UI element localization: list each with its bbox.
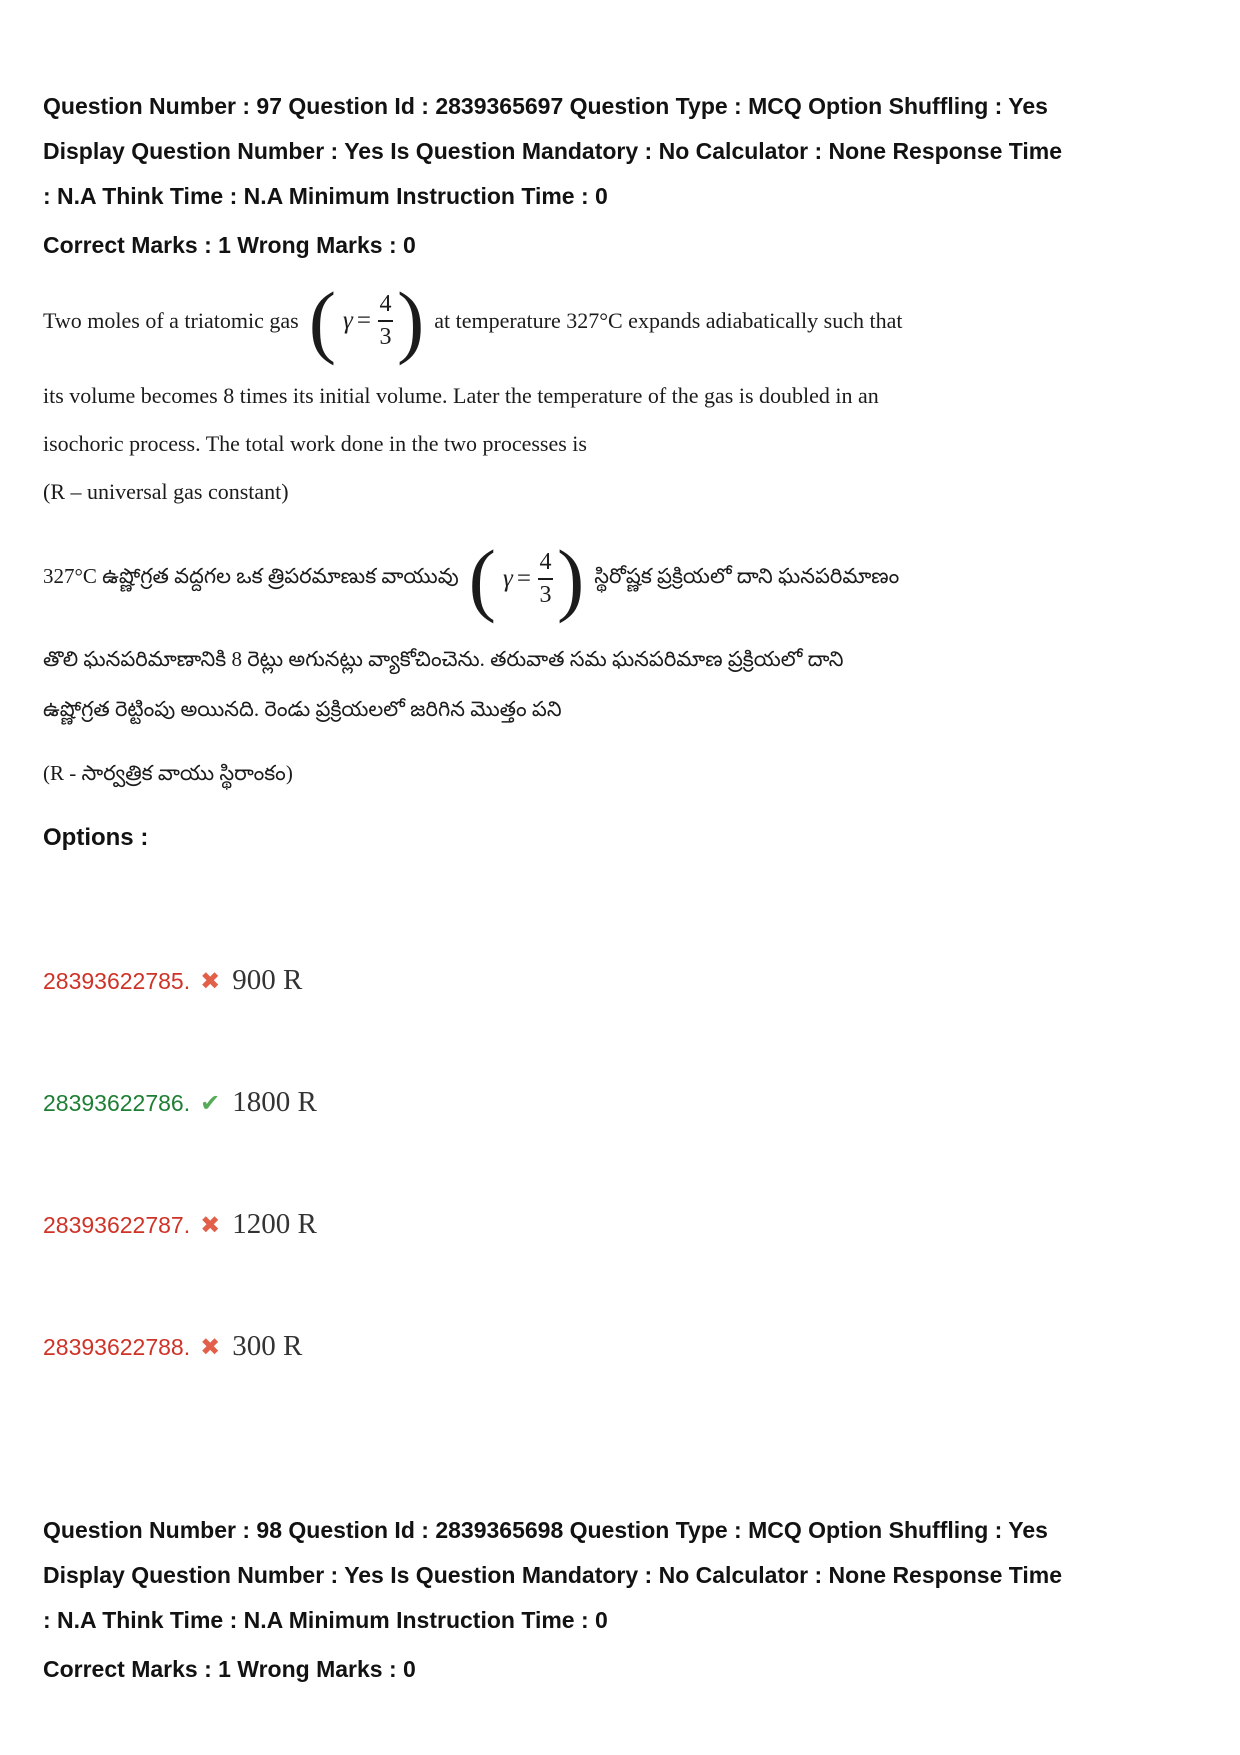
question-97-english-line-4: (R – universal gas constant) — [43, 479, 289, 504]
option-row-3 — [43, 1208, 1200, 1258]
option-row-2 — [43, 1086, 1200, 1136]
left-parenthesis: ( — [468, 533, 496, 625]
gamma-symbol: γ — [502, 564, 513, 592]
option-id: 28393622786. — [43, 1090, 191, 1116]
option-id: 28393622788. — [43, 1334, 191, 1360]
fraction-bar — [538, 578, 553, 580]
option-id: 28393622787. — [43, 1212, 191, 1238]
fraction-numerator: 4 — [539, 548, 552, 575]
fraction-four-thirds — [538, 550, 553, 608]
option-value: 1800 R — [232, 1086, 317, 1118]
right-parenthesis: ) — [556, 533, 585, 625]
metadata-line-2: Display Question Number : Yes Is Question Mandatory : No Calculator : None Response Time — [43, 138, 1063, 164]
option-value: 1200 R — [232, 1208, 317, 1240]
option-row-4 — [43, 1330, 1200, 1380]
question-97-metadata — [43, 84, 1200, 219]
gamma-symbol: γ — [343, 306, 353, 334]
fraction-four-thirds — [378, 292, 393, 350]
wrong-cross-icon: ✖ — [200, 968, 221, 995]
question-97-block — [43, 84, 1200, 1380]
question-97-telugu-line-1 — [43, 524, 1200, 634]
fraction-denominator: 3 — [379, 323, 392, 350]
metadata-line-3: : N.A Think Time : N.A Minimum Instruction Time : 0 — [43, 183, 608, 209]
question-97-english-line-2: its volume becomes 8 times its initial volume. Later the temperature of the gas is doubled in an — [43, 383, 879, 408]
question-97-telugu-line-2: తొలి ఘనపరిమాణానికి 8 రెట్లు అగునట్లు వ్యాకోచించెను. తరువాత సమ ఘనపరిమాణ ప్రక్రియలో దాని — [43, 647, 844, 671]
option-row-1 — [43, 964, 1200, 1014]
question-98-marks: Correct Marks : 1 Wrong Marks : 0 — [43, 1656, 416, 1682]
fraction-bar — [378, 320, 393, 322]
question-97-telugu-line-3: ఉష్ణోగ్రత రెట్టింపు అయినది. రెండు ప్రక్రియలలో జరిగిన మొత్తం పని — [43, 697, 562, 721]
english-text-before-formula: Two moles of a triatomic gas — [43, 308, 299, 333]
metadata-line-1: Question Number : 98 Question Id : 2839365698 Question Type : MCQ Option Shuffling : Yes — [43, 1517, 1048, 1543]
english-text-after-formula: at temperature 327°C expands adiabatically such that — [434, 308, 903, 333]
metadata-line-2: Display Question Number : Yes Is Question Mandatory : No Calculator : None Response Time — [43, 1562, 1063, 1588]
equals-sign: = — [516, 564, 531, 592]
telugu-text-after-formula: స్థిరోష్ణక ప్రక్రియలో దాని ఘనపరిమాణం — [594, 564, 900, 588]
left-parenthesis: ( — [308, 275, 336, 367]
option-value: 300 R — [232, 1330, 303, 1362]
gamma-fraction-formula-telugu — [468, 533, 585, 625]
option-id: 28393622785. — [43, 968, 191, 994]
options-list — [43, 964, 1200, 1380]
question-97-english-line-3: isochoric process. The total work done in the two processes is — [43, 431, 587, 456]
wrong-cross-icon: ✖ — [200, 1334, 221, 1361]
gamma-fraction-formula — [308, 275, 425, 367]
question-97-marks: Correct Marks : 1 Wrong Marks : 0 — [43, 232, 416, 258]
fraction-denominator: 3 — [539, 581, 552, 608]
wrong-cross-icon: ✖ — [200, 1212, 221, 1239]
fraction-numerator: 4 — [379, 290, 392, 317]
options-label: Options : — [43, 824, 149, 851]
question-97-telugu-line-4: (R - సార్వత్రిక వాయు స్థిరాంకం) — [43, 761, 293, 785]
correct-check-icon: ✔ — [200, 1090, 221, 1117]
question-97-english-line-1 — [43, 270, 1200, 372]
telugu-text-before-formula: 327°C ఉష్ణోగ్రత వద్దగల ఒక త్రిపరమాణుక వాయువు — [43, 564, 459, 588]
metadata-line-1: Question Number : 97 Question Id : 2839365697 Question Type : MCQ Option Shuffling : Yes — [43, 93, 1048, 119]
question-98-metadata — [43, 1508, 1200, 1643]
right-parenthesis: ) — [396, 275, 425, 367]
question-98-block — [43, 1508, 1200, 1692]
equals-sign: = — [356, 306, 371, 334]
option-value: 900 R — [232, 964, 303, 996]
metadata-line-3: : N.A Think Time : N.A Minimum Instruction Time : 0 — [43, 1607, 608, 1633]
